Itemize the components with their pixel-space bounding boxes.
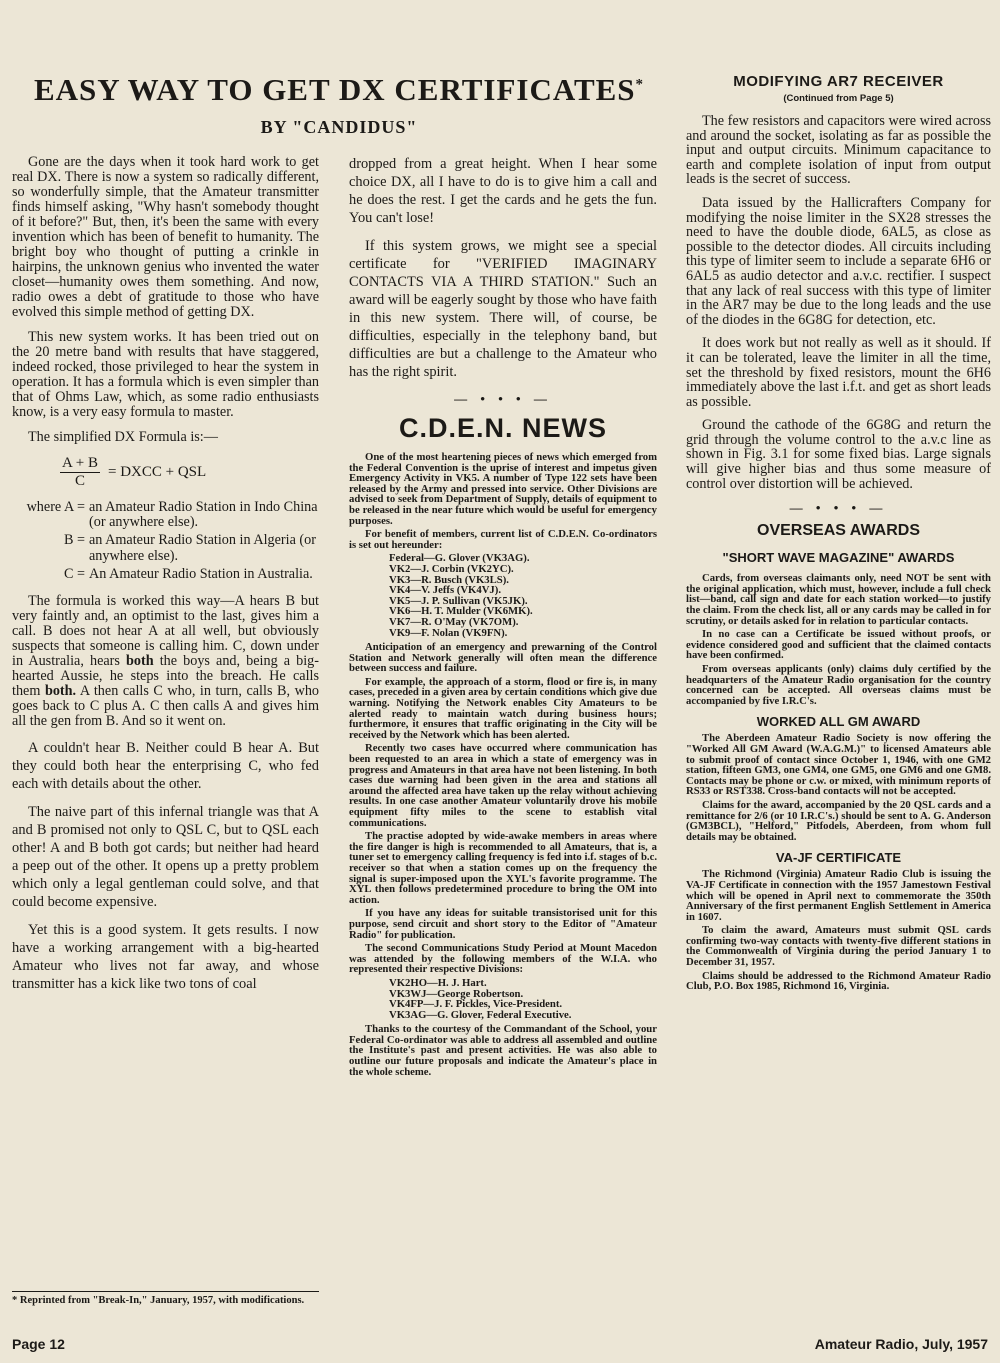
cden-paragraph: For example, the approach of a storm, flood or fire is, in many cases, preceded in a given area by certain conditions which give due warning. Notifying the Network enables City Amateurs to be alerted ready to maintain watch during business hours; furthermore, it ensures that traffic originating in the City will be received by the Network which has been alerted. — [349, 675, 657, 741]
article-paragraph: The naive part of this infernal triangle was that A and B promised not only to QSL C, but to QSL each other! A and B both got cards; but neither had heard a peep out of the other. It opens up a pretty problem which only a legal gentleman could solve, and that could become expensive. — [12, 804, 319, 911]
section-divider: — • • • — — [789, 500, 888, 516]
cden-paragraph: The practise adopted by wide-awake members in areas where the fire danger is high is recommended to all Amateurs, that is, a tuner set to emergency calling frequency is fed into i.f. stages of b.c. receiver so that when a station comes up on the frequency the signal is super-imposed upon the XYL's favorite programme. The XYL then follows predetermined procedure to bring the OM into action. — [349, 830, 657, 906]
cden-paragraph: If you have any ideas for suitable transistorised unit for this purpose, send circuit and short story to the Editor of "Amateur Radio" for publication. — [349, 907, 657, 941]
cden-paragraph: For benefit of members, current list of C.D.E.N. Co-ordinators is set out hereunder: — [349, 528, 657, 551]
coordinator-item: VK2—J. Corbin (VK2YC). — [389, 562, 514, 575]
coordinator-item: VK3—R. Busch (VK3LS). — [389, 573, 509, 586]
cden-paragraph: Anticipation of an emergency and prewarning of the Control Station and Network generally will often mean the difference between success and failure. — [349, 641, 657, 675]
definition-a: where A = an Amateur Radio Station in Indo China (or anywhere else). — [26, 499, 318, 531]
page-number: Page 12 — [12, 1336, 65, 1352]
ar7-paragraph: The few resistors and capacitors were wired across and around the socket, isolating as far as possible the input and output circuits. Minimum capacitance to earth and complete isolation of input from output leads is the secret of success. — [686, 113, 991, 188]
attendee-item: VK4FP—J. F. Pickles, Vice-President. — [389, 998, 563, 1011]
article-title: EASY WAY TO GET DX CERTIFICATES* — [33, 72, 645, 107]
article-paragraph: Gone are the days when it took hard work to get real DX. There is now a system so radically different, so wonderfully simple, that the Amateur transmitter finds himself asking, "Why hasn't somebody thought of it before?" But, then, it's been the same with every invention which has been of benefit to humanity. The bright boy who thought of putting a crinkle in hairpins, the unknown genius who invented the water closet—humanity owes them something. And now, radio owes a debt of gratitude to those who have evolved this simple method of getting DX. — [12, 155, 319, 320]
ar7-paragraph: Ground the cathode of the 6G8G and return the grid through the volume control to the a.v.c line as shown in Fig. 3.1 for some fixed bias. Large signals will give higher bias and thus some measure of control over distortion will be achieved. — [686, 417, 991, 492]
column-1 — [12, 155, 319, 1303]
overseas-awards — [686, 573, 991, 992]
ar7-paragraph: Data issued by the Hallicrafters Company for modifying the noise limiter in the SX28 stresses the need to have the double diode, 6AL5, as close as possible to the detector diodes. All circuits including this type of limiter seem to include a separate 6H6 or 6AL5 as audio detector and a.v.c. rectifier. I suspect that any lack of real success with this type of limiter in the AR7 may be due to the long leads and the use of the diodes in the 6G8G for detection, etc. — [686, 194, 991, 328]
awards-paragraph: Claims for the award, accompanied by the 20 QSL cards and a remittance for 2/6 (or 10 I.R.C's.) should be sent to A. G. Anderson (GM3BCL), "Helford," Pitfodels, Aberdeen, from whom full details may be obtained. — [686, 798, 991, 843]
awards-paragraph: The Richmond (Virginia) Amateur Radio Club is issuing the VA-JF Certificate in connection with the 1957 Jamestown Festival which will be opened in April next to commemorate the 350th Anniversary of the first permanent English Settlement in America in 1607. — [686, 868, 991, 923]
coordinator-list — [389, 553, 657, 638]
cden-paragraph: Thanks to the courtesy of the Commandant of the School, your Federal Co-ordinator was able to address all assembled and outline the Institute's past and present activities. He was also able to outline our future proposals and indicate the Amateur's place in the whole scheme. — [349, 1023, 657, 1078]
formula-intro: The simplified DX Formula is:— — [28, 429, 218, 445]
cden-news — [349, 452, 657, 1077]
coordinator-item: VK9—F. Nolan (VK9FN). — [389, 626, 508, 639]
formula-fraction — [60, 455, 100, 490]
attendee-item: VK3AG—G. Glover, Federal Executive. — [389, 1008, 572, 1021]
coordinator-item: VK5—J. P. Sullivan (VK5JK). — [389, 594, 528, 607]
attendee-item: VK2HO—H. J. Hart. — [389, 976, 487, 989]
ar7-article — [686, 114, 991, 491]
dx-formula — [60, 455, 319, 490]
formula-numerator: A + B — [62, 455, 98, 471]
cden-paragraph: Recently two cases have occurred where communication has been requested to an area in which a state of emergency was in progress and Amateurs in that area have not been listening. In both cases due warning had been given in the area and stations all around the affected area have taken up the relay without achieving results. In one case another Amateur voluntarily drove his mobile equipment fifty miles to the scene to establish vital communications. — [349, 742, 657, 829]
article-paragraph: This new system works. It has been tried out on the 20 metre band with results that have staggered, indeed rocked, those privileged to hear the system in operation. It has a formula which is even simpler than that of Ohms Law, which, as some radio enthusiasts know, is a very easy formula to master. — [12, 329, 319, 420]
swm-awards-title: "SHORT WAVE MAGAZINE" AWARDS — [722, 550, 955, 566]
formula-result: = DXCC + QSL — [107, 464, 207, 480]
article-paragraph: Yet this is a good system. It gets results. I now have a working arrangement with a big-hearted Amateur who lives not far away, and whose transmitter has a kick like two tons of coal — [12, 922, 319, 993]
formula-denominator: C — [74, 473, 85, 489]
awards-paragraph: Cards, from overseas claimants only, need NOT be sent with the original application, which must, however, include a full check list—band, call sign and date for each station worked—to justify the claim. From the check list, all or any cards may be called in for scrutiny, or details asked for in relation to particular contacts. — [686, 572, 991, 627]
article-paragraph: dropped from a great height. When I hear some choice DX, all I have to do is to give him a call and he does the rest. I get the cards and he gets the fun. You can't lose! — [349, 156, 657, 226]
article-paragraph: If this system grows, we might see a special certificate for "VERIFIED IMAGINARY CONTACTS VIA A THIRD STATION." Such an award will be eagerly sought by those who have faith in this new system. There will, of course, be difficulties, especially in the telephony band, but difficulties are but a challenge to the Amateur who has the right spirit. — [349, 238, 657, 380]
definition-c: C = An Amateur Radio Station in Australia. — [63, 565, 313, 582]
awards-paragraph: In no case can a Certificate be issued without proofs, or evidence considered good and sufficient that the claimed contacts have been confirmed. — [686, 628, 991, 662]
ar7-paragraph: It does work but not really as well as it should. If it can be tolerated, leave the limiter in all the time, set the threshold by fixed resistors, mount the 6H6 immediately above the last i.f.t. and get as short leads as possible. — [686, 335, 991, 410]
section-divider: — • • • — — [454, 391, 552, 406]
column-2 — [349, 155, 657, 1310]
attendee-list — [389, 978, 657, 1020]
footnote: * Reprinted from "Break-In," January, 1957, with modifications. — [12, 1291, 319, 1306]
attendee-item: VK3WJ—George Robertson. — [389, 987, 524, 1000]
coordinator-item: Federal—G. Glover (VK3AG). — [389, 552, 530, 565]
ar7-continued: (Continued from Page 5) — [783, 93, 894, 104]
cden-paragraph: The second Communications Study Period at Mount Macedon was attended by the following members of the W.I.A. who represented their respective Divisions: — [349, 942, 657, 976]
vajf-title: VA-JF CERTIFICATE — [775, 850, 902, 866]
column-3 — [686, 68, 991, 1333]
definition-b: B = an Amateur Radio Station in Algeria (or anywhere else). — [63, 532, 316, 564]
ar7-title: MODIFYING AR7 RECEIVER — [733, 73, 944, 90]
awards-paragraph: The Aberdeen Amateur Radio Society is now offering the "Worked All GM Award (W.A.G.M.)" to licensed Amateurs able to submit proof of contact since October 1, 1946, with one GM2 station, fifteen GM3, one GM4, one GM5, one GM6 and one GM8. Contacts may be phone or c.w. or mixed, with minimum reports of RS33 or RST338. Cross-band contacts will not be accepted. — [686, 732, 991, 798]
awards-paragraph: To claim the award, Amateurs must submit QSL cards confirming two-way contacts with twenty-five different stations in the Commonwealth of Virginia during the period January 1 to December 31, 1957. — [686, 924, 991, 969]
coordinator-item: VK6—H. T. Mulder (VK6MK). — [389, 605, 533, 618]
publication-line: Amateur Radio, July, 1957 — [814, 1336, 988, 1352]
formula-definitions — [12, 500, 319, 582]
wgm-title: WORKED ALL GM AWARD — [756, 714, 921, 730]
awards-paragraph: From overseas applicants (only) claims duly certified by the headquarters of the Amateur Radio organisation for the country concerned can be accepted. All overseas claims must be accompanied by five I.R.C's. — [686, 663, 991, 707]
coordinator-item: VK7—R. O'May (VK7OM). — [389, 615, 519, 628]
article-paragraph: A couldn't hear B. Neither could B hear A. But they could both hear the enterprising C, who fed each with details about the other. — [12, 740, 319, 793]
article-byline: BY "CANDIDUS" — [260, 117, 418, 137]
cden-title: C.D.E.N. NEWS — [398, 413, 607, 443]
awards-paragraph: Claims should be addressed to the Richmond Amateur Radio Club, P.O. Box 1985, Richmond 16, Virginia. — [686, 969, 991, 993]
cden-paragraph: One of the most heartening pieces of news which emerged from the Federal Convention is the uprise of interest and impetus given Emergency Activity in VK5. A number of Type 122 sets have been released by the Army and pressed into service. Other Divisions are advised to seek from Department of Supply, details of equipment to be released in the near future which would be useful for emergency purposes. — [349, 451, 657, 527]
coordinator-item: VK4—V. Jeffs (VK4VJ). — [389, 584, 502, 597]
overseas-awards-title: OVERSEAS AWARDS — [757, 522, 920, 540]
article-paragraph: The formula is worked this way—A hears B but very faintly and, an optimist to the last, gives him a call. B does not hear A at all well, but obviously suspects that someone is calling him. C, down under in Australia, hears both the boys and, being a big-hearted Aussie, he steps into the breach. He calls them both. A then calls C who, in turn, calls B, who goes back to C plus A. C then calls A and gives him all the gen from B. And so it went on. — [12, 593, 319, 730]
